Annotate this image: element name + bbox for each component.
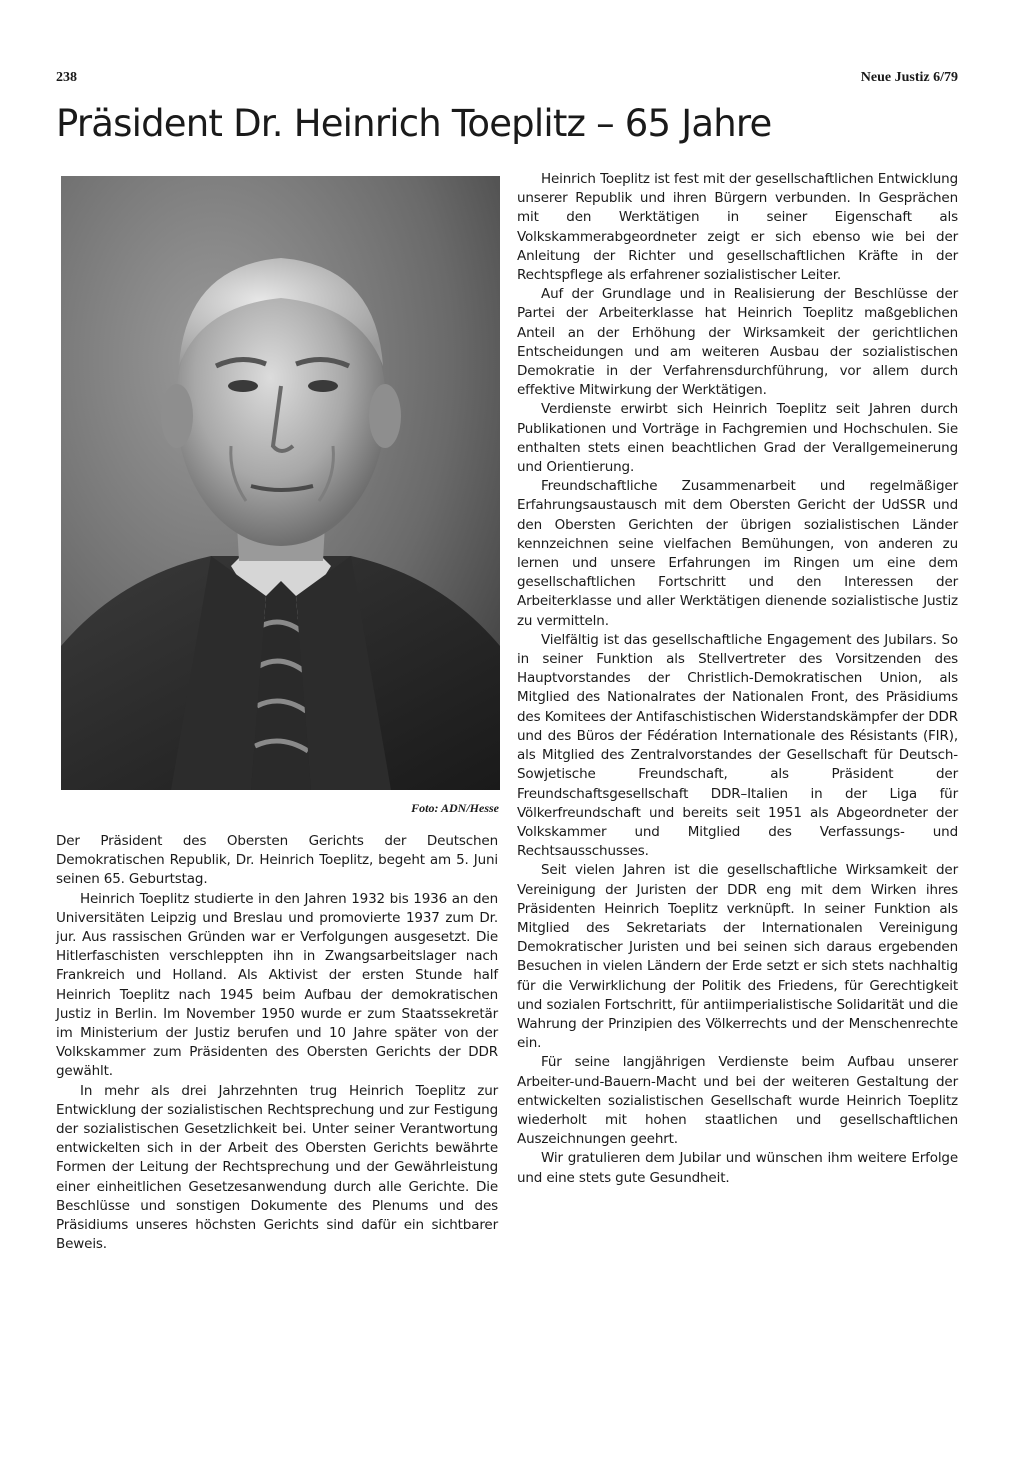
paragraph: Freundschaftliche Zusammenarbeit und regelmäßiger Erfahrungsaustausch mit dem Obersten Gericht der UdSSR und den Obersten Gerichten der übrigen sozialistischen Länder kennzeichnen seine vielfachen Bemühungen, von anderen zu lernen und unsere Erfahrungen im Ringen um eine dem gesellschaftlichen Fortschritt und den Interessen der Arbeiterklasse und aller Werktätigen dienende sozialistische Justiz zu vermitteln.: [517, 478, 958, 629]
article-title: Präsident Dr. Heinrich Toeplitz – 65 Jahre: [56, 102, 772, 145]
paragraph: Auf der Grundlage und in Realisierung der Beschlüsse der Partei der Arbeiterklasse hat Heinrich Toeplitz maßgeblichen Anteil an der Erhöhung der Wirksamkeit der gerichtlichen Entscheidungen und am weiteren Ausbau der sozialistischen Demokratie in der Verfahrensdurchführung, vor allem durch effektive Mitwirkung der Werktätigen.: [517, 286, 958, 399]
paragraph: Verdienste erwirbt sich Heinrich Toeplitz seit Jahren durch Publikationen und Vorträge in Fachgremien und Hochschulen. Sie enthalten stets einen beachtlichen Grad der Verallgemeinerung und Orientierung.: [517, 401, 958, 476]
paragraph: Heinrich Toeplitz studierte in den Jahren 1932 bis 1936 an den Universitäten Leipzig und Breslau und promovierte 1937 zum Dr. jur. Aus rassischen Gründen war er Verfolgungen ausgesetzt. Die Hitlerfaschisten verschleppten ihn in Zwangsarbeitslager nach Frankreich und Holland. Als Aktivist der ersten Stunde half Heinrich Toeplitz nach 1945 beim Aufbau der demokratischen Justiz in Berlin. Im November 1950 wurde er zum Staatssekretär im Ministerium der Justiz berufen und 10 Jahre später von der Volkskammer zum Präsidenten des Obersten Gerichts der DDR gewählt.: [56, 890, 498, 1080]
paragraph: Heinrich Toeplitz ist fest mit der gesellschaftlichen Entwicklung unserer Republik und ihren Bürgern verbunden. In Gesprächen mit den Werktätigen in seiner Eigenschaft als Volkskammerabgeordneter zeigt er sich ebenso wie bei der Anleitung der Richter und gesellschaftlichen Kräfte in der Rechtspflege als erfahrener sozialistischer Leiter.: [517, 171, 958, 284]
right-column: [517, 170, 958, 1188]
paragraph: In mehr als drei Jahrzehnten trug Heinrich Toeplitz zur Entwicklung der sozialistischen Rechtsprechung und zur Festigung der sozialistischen Gesetzlichkeit bei. Unter seiner Verantwortung entwickelten sich in der Arbeit des Obersten Gerichts bewährte Formen der Leitung der Rechtsprechung und der Gewährleistung einer einheitlichen Gesetzesanwendung durch alle Gerichte. Die Beschlüsse und sonstigen Dokumente des Plenums und des Präsidiums unseres höchsten Gerichts sind dafür ein sichtbarer Beweis.: [56, 1082, 498, 1253]
page-number: 238: [56, 70, 77, 85]
journal-issue: Neue Justiz 6/79: [860, 70, 958, 85]
paragraph: Für seine langjährigen Verdienste beim Aufbau unserer Arbeiter-und-Bauern-Macht und bei der weiteren Gestaltung der entwickelten sozialistischen Gesellschaft wurde Heinrich Toeplitz wiederholt mit hohen staatlichen und gesellschaftlichen Auszeichnungen geehrt.: [517, 1054, 958, 1148]
page-header: [56, 70, 958, 92]
left-column: [56, 832, 498, 1254]
paragraph: Seit vielen Jahren ist die gesellschaftliche Wirksamkeit der Vereinigung der Juristen der DDR eng mit dem Wirken ihres Präsidenten Heinrich Toeplitz verknüpft. In seiner Funktion als Mitglied des Sekretariats der Internationalen Vereinigung Demokratischer Juristen und bei seinen sich daraus ergebenden Besuchen in vielen Ländern der Erde setzt er sich stets nachhaltig für die Verwirklichung der Politik des Friedens, für Gerechtigkeit und sozialen Fortschritt, für antiimperialistische Solidarität und die Wahrung der Prinzipien des Völkerrechts und der Menschenrechte ein.: [517, 862, 958, 1052]
photo-credit: Foto: ADN/Hesse: [411, 801, 499, 815]
portrait-photo: [61, 176, 500, 790]
paragraph: Vielfältig ist das gesellschaftliche Engagement des Jubilars. So in seiner Funktion als Stellvertreter des Vorsitzenden des Hauptvorstandes der Christlich-Demokratischen Union, als Mitglied des Nationalrates der Nationalen Front, des Präsidiums des Komitees der Antifaschistischen Widerstandskämpfer der DDR und des Büros der Fédération Internationale des Résistants (FIR), als Mitglied des Zentralvorstandes der Gesellschaft für Deutsch-Sowjetische Freundschaft, als Präsident der Freundschaftsgesellschaft DDR–Italien in der Liga für Völkerfreundschaft und bereits seit 1951 als Abgeordneter der Volkskammer und Mitglied des Verfassungs- und Rechtsausschusses.: [517, 631, 958, 860]
paragraph: Wir gratulieren dem Jubilar und wünschen ihm weitere Erfolge und eine stets gute Gesundheit.: [517, 1150, 958, 1186]
paragraph: Der Präsident des Obersten Gerichts der Deutschen Demokratischen Republik, Dr. Heinrich Toeplitz, begeht am 5. Juni seinen 65. Geburtstag.: [56, 833, 498, 888]
